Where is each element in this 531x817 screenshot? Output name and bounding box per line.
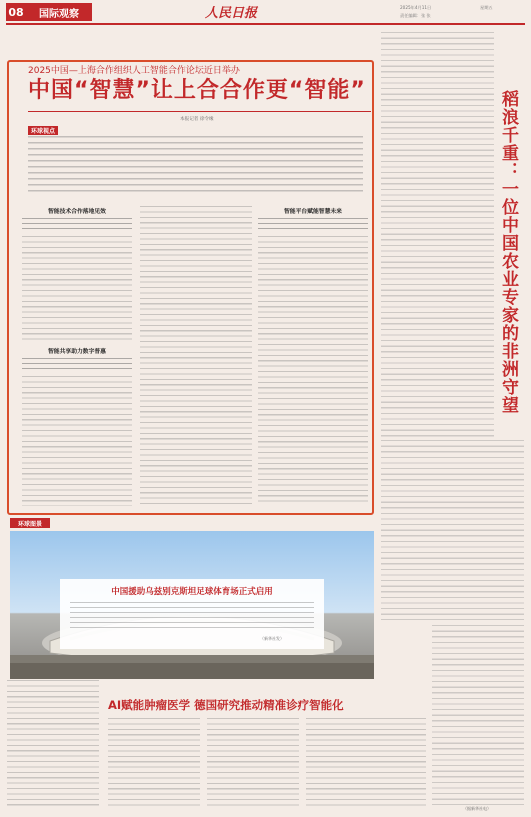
side-body-text-2 <box>381 440 524 620</box>
col1-text-b <box>22 376 132 506</box>
quote-2 <box>22 358 132 370</box>
bottom-byline: （据新华社电） <box>463 806 491 811</box>
page-number: 08 <box>6 3 26 21</box>
photo-credit: （新华社发） <box>260 636 284 641</box>
bottom-headline: AI赋能肿瘤医学 德国研究推动精准诊疗智能化 <box>108 698 344 712</box>
main-tag: 环球视点 <box>28 126 58 135</box>
issue-weekday: 星期五 <box>480 5 493 10</box>
bottom-col-4 <box>306 718 426 808</box>
issue-date: 2025年4月11日 <box>400 5 432 10</box>
side-headline: 稻浪千重：一位中国农业专家的非洲守望 <box>498 90 518 414</box>
side-body-text-3 <box>432 625 524 805</box>
header-rule <box>6 23 525 25</box>
side-body-text-1 <box>381 32 494 437</box>
quote-1 <box>22 218 132 230</box>
main-headline: 中国“智慧”让上合合作更“智能” <box>28 78 366 103</box>
photo-caption-text <box>70 602 314 632</box>
bottom-col-1 <box>7 680 99 808</box>
main-byline: 本报记者 徐令缘 <box>180 117 214 122</box>
lead-text <box>28 136 363 192</box>
col3-text <box>258 236 368 506</box>
editor-credit: 责任编辑：张 张 <box>400 13 431 18</box>
photo-tag: 环球图景 <box>10 518 50 528</box>
subhead-2: 智能共享助力数字普惠 <box>48 349 106 355</box>
paper-logo: 人民日报 <box>205 6 258 21</box>
section-title: 国际观察 <box>26 3 92 21</box>
photo-title: 中国援助乌兹别克斯坦足球体育场正式启用 <box>111 587 273 597</box>
main-kicker: 2025中国—上海合作组织人工智能合作论坛近日举办 <box>28 66 240 76</box>
subhead-3: 智能平台赋能智慧未来 <box>284 209 342 215</box>
col2-text <box>140 206 252 506</box>
col1-text-a <box>22 236 132 340</box>
subhead-1: 智能技术合作落地见效 <box>48 209 106 215</box>
quote-3 <box>258 218 368 230</box>
bottom-col-3 <box>207 718 299 808</box>
bottom-col-2 <box>108 718 200 808</box>
headline-rule <box>28 111 371 112</box>
